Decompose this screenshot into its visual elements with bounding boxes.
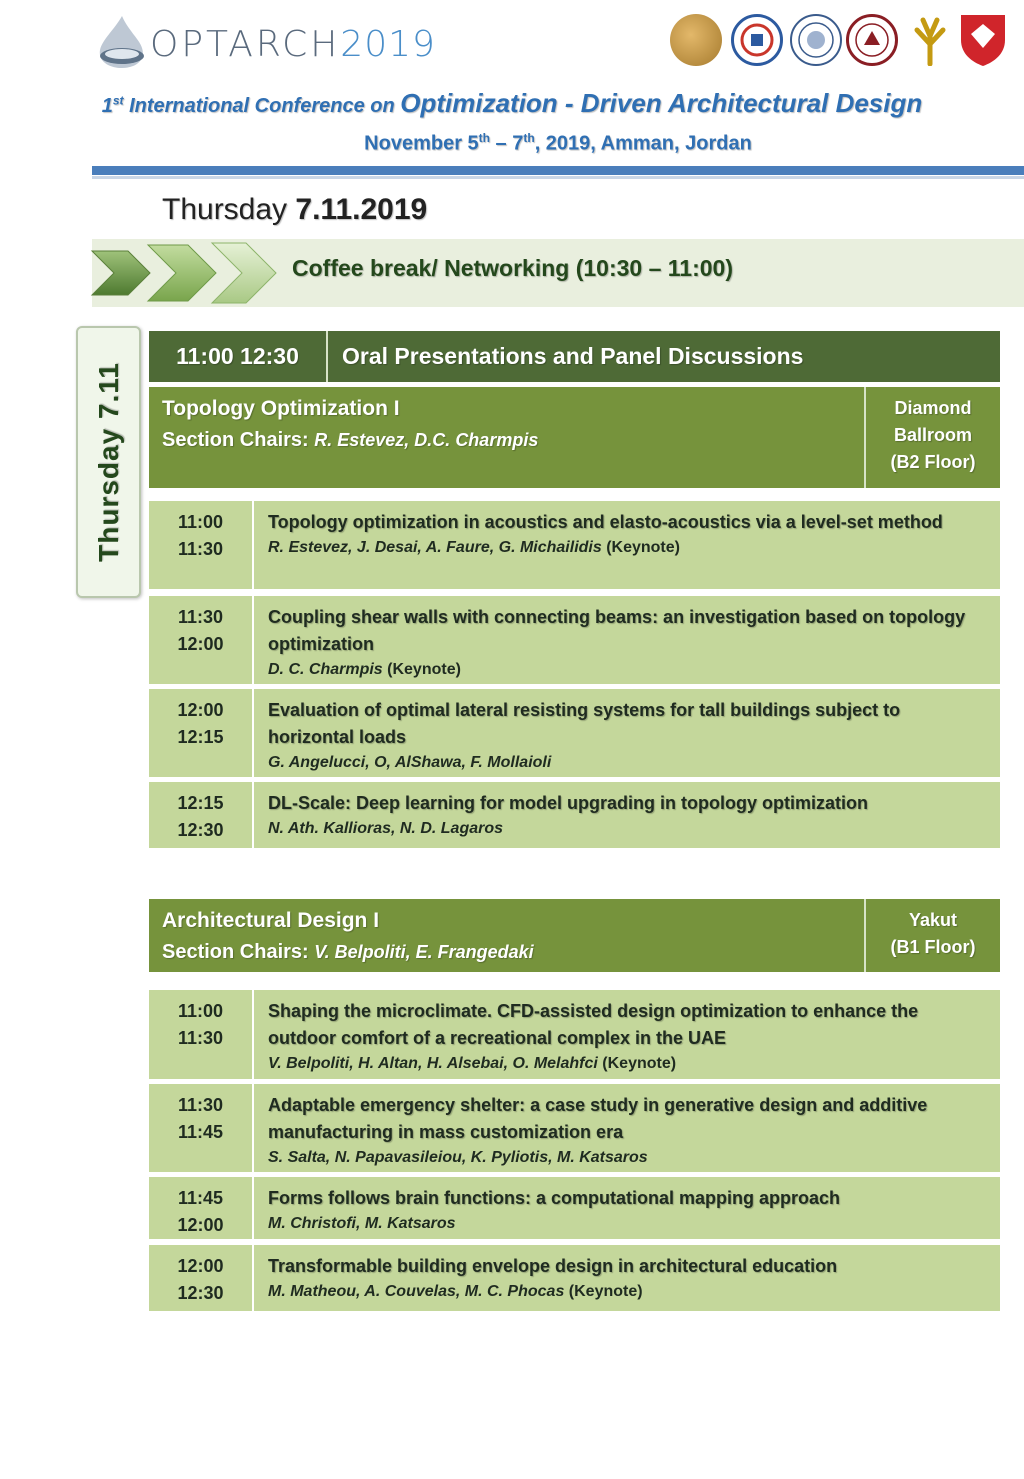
talk-authors: S. Salta, N. Papavasileiou, K. Pyliotis, M. Katsaros (268, 1149, 648, 1166)
university-seal-1-icon (731, 14, 783, 66)
track-name: Architectural Design I (162, 909, 380, 932)
talk-note: (Keynote) (568, 1283, 643, 1300)
talk-time (149, 596, 252, 684)
talk-title: Transformable building envelope design in architectural education (268, 1256, 838, 1276)
track-header (149, 387, 864, 488)
track-name: Topology Optimization I (162, 397, 400, 420)
talk-title: Adaptable emergency shelter: a case study in generative design and additive manufacturing in mass customization era (268, 1095, 928, 1142)
talk-time (149, 1084, 252, 1172)
conf-ordinal: st (112, 93, 124, 108)
talk-time (149, 990, 252, 1079)
talk-end: 11:30 (177, 1028, 224, 1048)
track-chairs (162, 941, 534, 964)
conference-date (0, 131, 1024, 156)
conference-title (0, 88, 1024, 119)
talk-end: 12:00 (177, 634, 224, 654)
track-header (149, 899, 864, 972)
day-weekday: Thursday (162, 193, 288, 226)
talk-start: 12:00 (177, 1256, 224, 1276)
talk-authors: M. Matheou, A. Couvelas, M. C. Phocas (268, 1283, 565, 1300)
logo-year: 2019 (340, 24, 436, 65)
talk-authors: N. Ath. Kallioras, N. D. Lagaros (268, 820, 504, 837)
polytechnic-seal-icon (790, 14, 842, 66)
room-line: (B1 Floor) (890, 937, 976, 957)
talk-row (254, 1084, 1000, 1172)
shield-crest-icon (958, 12, 1008, 68)
talk-row (254, 1245, 1000, 1311)
conf-name-prefix: International Conference on (129, 95, 395, 117)
talk-time (149, 782, 252, 848)
talk-authors: V. Belpoliti, H. Altan, H. Alsebai, O. Melahfci (268, 1055, 598, 1072)
medal-seal-icon (670, 14, 722, 66)
talk-start: 12:00 (177, 700, 224, 720)
date-location: , 2019, Amman, Jordan (534, 132, 752, 155)
talk-row (254, 689, 1000, 777)
date-start: November 5 (364, 132, 479, 155)
header-divider (92, 166, 1024, 175)
talk-start: 12:15 (177, 793, 224, 813)
session-time: 11:00 12:30 (149, 331, 328, 382)
talk-title: DL-Scale: Deep learning for model upgrading in topology optimization (268, 793, 869, 813)
talk-end: 12:30 (177, 820, 224, 840)
talk-start: 11:45 (177, 1188, 224, 1208)
header-divider-light (92, 176, 1024, 179)
chairs-label: Section Chairs: (162, 429, 309, 451)
talk-title: Topology optimization in acoustics and elasto-acoustics via a level-set method (268, 512, 943, 532)
talk-row (254, 990, 1000, 1079)
room-line: Diamond (894, 398, 972, 418)
water-drop-icon (92, 14, 150, 70)
talk-time (149, 689, 252, 777)
date-suffix-1: th (478, 131, 490, 145)
conf-name-main: Optimization - Driven Architectural Design (400, 88, 923, 118)
chairs-names: V. Belpoliti, E. Frangedaki (314, 942, 534, 962)
talk-start: 11:00 (177, 1001, 224, 1021)
talk-note: (Keynote) (387, 661, 461, 678)
talk-title: Shaping the microclimate. CFD-assisted design optimization to enhance the outdoor comfort of a recreational complex in the UAE (268, 1001, 919, 1048)
logo-name: OPTARCH (150, 24, 341, 65)
track-chairs (162, 429, 538, 452)
talk-authors: R. Estevez, J. Desai, A. Faure, G. Michailidis (268, 539, 602, 556)
chevron-arrows-icon (90, 237, 280, 309)
talk-note: (Keynote) (602, 1055, 677, 1072)
talk-title: Evaluation of optimal lateral resisting systems for tall buildings subject to horizontal loads (268, 700, 901, 747)
talk-authors: D. C. Charmpis (268, 661, 383, 678)
conf-number: 1 (101, 95, 113, 117)
tree-logo-icon (905, 14, 955, 66)
talk-row (254, 782, 1000, 848)
talk-row (254, 501, 1000, 589)
talk-start: 11:30 (177, 1095, 224, 1115)
session-title: Oral Presentations and Panel Discussions (342, 343, 804, 369)
talk-note: (Keynote) (606, 539, 680, 556)
day-side-tab (76, 326, 141, 598)
room-line: (B2 Floor) (890, 452, 976, 472)
talk-end: 12:15 (177, 727, 224, 747)
talk-authors: M. Christofi, M. Katsaros (268, 1215, 456, 1232)
talk-title: Coupling shear walls with connecting beams: an investigation based on topology optimization (268, 607, 966, 654)
chairs-label: Section Chairs: (162, 941, 309, 963)
talk-end: 12:00 (177, 1215, 224, 1235)
talk-start: 11:30 (177, 607, 224, 627)
room-label (864, 899, 1000, 972)
talk-row (254, 1177, 1000, 1239)
day-side-tab-label: Thursday 7.11 (92, 362, 124, 562)
talk-end: 12:30 (177, 1283, 224, 1303)
date-suffix-2: th (523, 131, 535, 145)
talk-title: Forms follows brain functions: a computational mapping approach (268, 1188, 841, 1208)
talk-end: 11:45 (177, 1122, 224, 1142)
talk-time (149, 1245, 252, 1311)
logo-wordmark (150, 24, 436, 65)
room-line: Yakut (908, 910, 958, 930)
talk-start: 11:00 (177, 512, 224, 532)
room-line: Ballroom (893, 425, 972, 445)
date-end: – 7 (490, 132, 524, 155)
day-date: 7.11.2019 (295, 193, 428, 226)
room-label (864, 387, 1000, 488)
day-title (162, 193, 427, 227)
chairs-names: R. Estevez, D.C. Charmpis (314, 430, 539, 450)
university-seal-2-icon (846, 14, 898, 66)
talk-authors: G. Angelucci, O, AlShawa, F. Mollaioli (268, 754, 552, 771)
talk-time (149, 501, 252, 589)
talk-row (254, 596, 1000, 684)
talk-end: 11:30 (177, 539, 224, 559)
coffee-break-label: Coffee break/ Networking (10:30 – 11:00) (292, 255, 733, 281)
talk-time (149, 1177, 252, 1239)
